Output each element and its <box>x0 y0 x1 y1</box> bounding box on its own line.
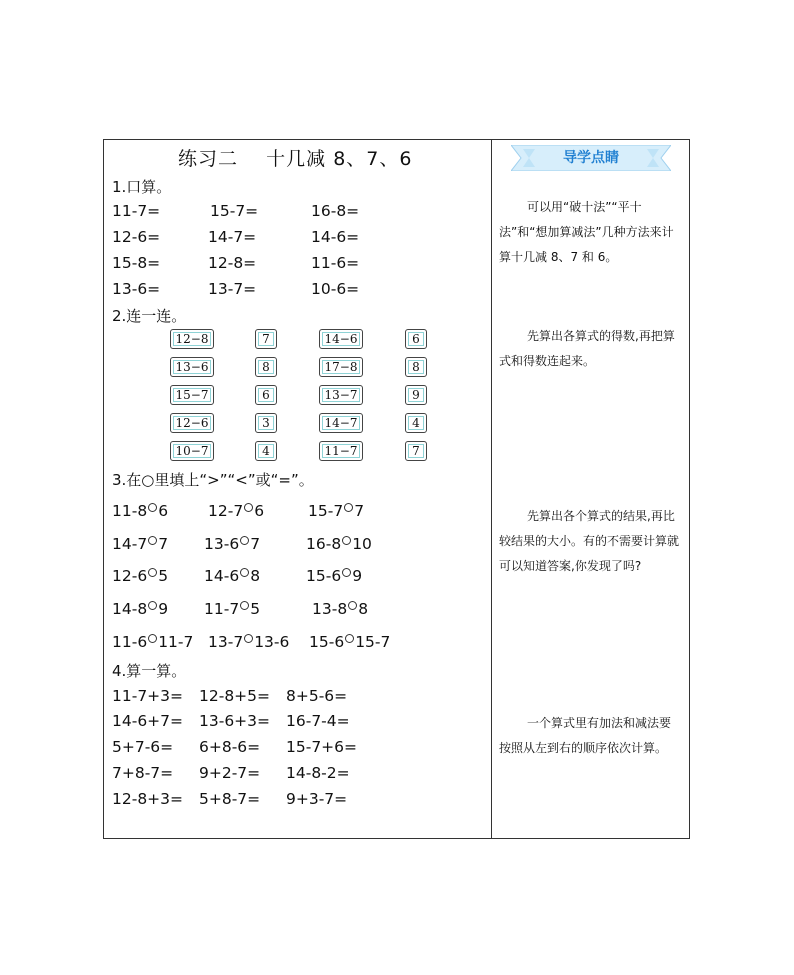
calc-item: 7+8-7= <box>112 764 174 782</box>
match-left-expr[interactable]: 15−7 <box>170 385 214 405</box>
match-right-expr[interactable]: 17−8 <box>319 357 363 377</box>
answer-circle[interactable] <box>240 536 249 545</box>
match-right-expr[interactable]: 13−7 <box>319 385 363 405</box>
match-left-number[interactable]: 7 <box>255 329 277 349</box>
match-right-number[interactable]: 9 <box>405 385 427 405</box>
match-left-number[interactable]: 8 <box>255 357 277 377</box>
compare-item: 11-7 5 <box>204 600 261 618</box>
answer-circle[interactable] <box>344 503 353 512</box>
section-match-title: 2.连一连。 <box>112 307 187 325</box>
tip-methods: 可以用“破十法”“平十法”和“想加算减法”几种方法来计算十几减 8、7 和 6。 <box>499 200 674 264</box>
compare-item: 12-6 5 <box>112 567 169 585</box>
compare-item: 14-8 9 <box>112 600 169 618</box>
answer-circle[interactable] <box>148 503 157 512</box>
match-left-expr[interactable]: 13−6 <box>170 357 214 377</box>
page-title: 练习二 十几减 8、7、6 <box>178 148 413 170</box>
answer-circle[interactable] <box>342 536 351 545</box>
banner-title: 导学点睛 <box>563 150 619 166</box>
match-right-expr[interactable]: 11−7 <box>319 441 363 461</box>
calc-item: 14-8-2= <box>286 764 350 782</box>
tip-comparing: 先算出各个算式的结果,再比较结果的大小。有的不需要计算就可以知道答案,你发现了吗? <box>499 509 680 573</box>
match-left-expr[interactable]: 10−7 <box>170 441 214 461</box>
oral-item: 16-8= <box>311 202 360 220</box>
match-right-number[interactable]: 8 <box>405 357 427 377</box>
answer-circle[interactable] <box>345 634 354 643</box>
answer-circle[interactable] <box>148 601 157 610</box>
oral-item: 15-7= <box>210 202 259 220</box>
match-right-expr[interactable]: 14−6 <box>319 329 363 349</box>
tip-matching: 先算出各算式的得数,再把算式和得数连起来。 <box>499 329 675 368</box>
calc-item: 15-7+6= <box>286 738 358 756</box>
column-divider <box>491 139 492 839</box>
oral-item: 11-7= <box>112 202 161 220</box>
match-right-number[interactable]: 4 <box>405 413 427 433</box>
match-left-number[interactable]: 6 <box>255 385 277 405</box>
oral-item: 12-8= <box>208 254 257 272</box>
answer-circle[interactable] <box>148 536 157 545</box>
oral-item: 12-6= <box>112 228 161 246</box>
compare-item: 14-7 7 <box>112 535 169 553</box>
calc-item: 8+5-6= <box>286 687 348 705</box>
compare-item: 16-8 10 <box>306 535 372 553</box>
oral-item: 15-8= <box>112 254 161 272</box>
oral-item: 13-7= <box>208 280 257 298</box>
answer-circle[interactable] <box>240 601 249 610</box>
calc-item: 11-7+3= <box>112 687 184 705</box>
oral-item: 10-6= <box>311 280 360 298</box>
match-right-number[interactable]: 6 <box>405 329 427 349</box>
calc-item: 9+2-7= <box>199 764 261 782</box>
calc-item: 12-8+3= <box>112 790 184 808</box>
calc-item: 14-6+7= <box>112 712 184 730</box>
section-compare-title: 3.在○里填上“>”“<”或“=”。 <box>112 471 314 489</box>
answer-circle[interactable] <box>244 503 253 512</box>
match-left-expr[interactable]: 12−6 <box>170 413 214 433</box>
compare-item: 14-6 8 <box>204 567 261 585</box>
compare-item: 15-7 7 <box>308 502 365 520</box>
match-right-number[interactable]: 7 <box>405 441 427 461</box>
oral-item: 14-6= <box>311 228 360 246</box>
answer-circle[interactable] <box>240 568 249 577</box>
oral-item: 13-6= <box>112 280 161 298</box>
match-left-expr[interactable]: 12−8 <box>170 329 214 349</box>
section-calc-title: 4.算一算。 <box>112 662 187 680</box>
answer-circle[interactable] <box>348 601 357 610</box>
compare-item: 13-7 13-6 <box>208 633 290 651</box>
tip-order: 一个算式里有加法和减法要按照从左到右的顺序依次计算。 <box>499 716 672 755</box>
compare-item: 13-8 8 <box>312 600 369 618</box>
answer-circle[interactable] <box>244 634 253 643</box>
match-right-expr[interactable]: 14−7 <box>319 413 363 433</box>
answer-circle[interactable] <box>148 568 157 577</box>
compare-item: 11-6 11-7 <box>112 633 194 651</box>
oral-item: 14-7= <box>208 228 257 246</box>
calc-item: 5+8-7= <box>199 790 261 808</box>
answer-circle[interactable] <box>342 568 351 577</box>
calc-item: 13-6+3= <box>199 712 271 730</box>
section-oral-title: 1.口算。 <box>112 178 172 196</box>
answer-circle[interactable] <box>148 634 157 643</box>
compare-item: 15-6 9 <box>306 567 363 585</box>
calc-item: 5+7-6= <box>112 738 174 756</box>
calc-item: 6+8-6= <box>199 738 261 756</box>
match-left-number[interactable]: 4 <box>255 441 277 461</box>
guide-banner <box>511 145 671 171</box>
calc-item: 12-8+5= <box>199 687 271 705</box>
calc-item: 9+3-7= <box>286 790 348 808</box>
compare-item: 12-7 6 <box>208 502 265 520</box>
compare-item: 13-6 7 <box>204 535 261 553</box>
oral-item: 11-6= <box>311 254 360 272</box>
match-left-number[interactable]: 3 <box>255 413 277 433</box>
compare-item: 11-8 6 <box>112 502 169 520</box>
compare-item: 15-6 15-7 <box>309 633 391 651</box>
calc-item: 16-7-4= <box>286 712 350 730</box>
